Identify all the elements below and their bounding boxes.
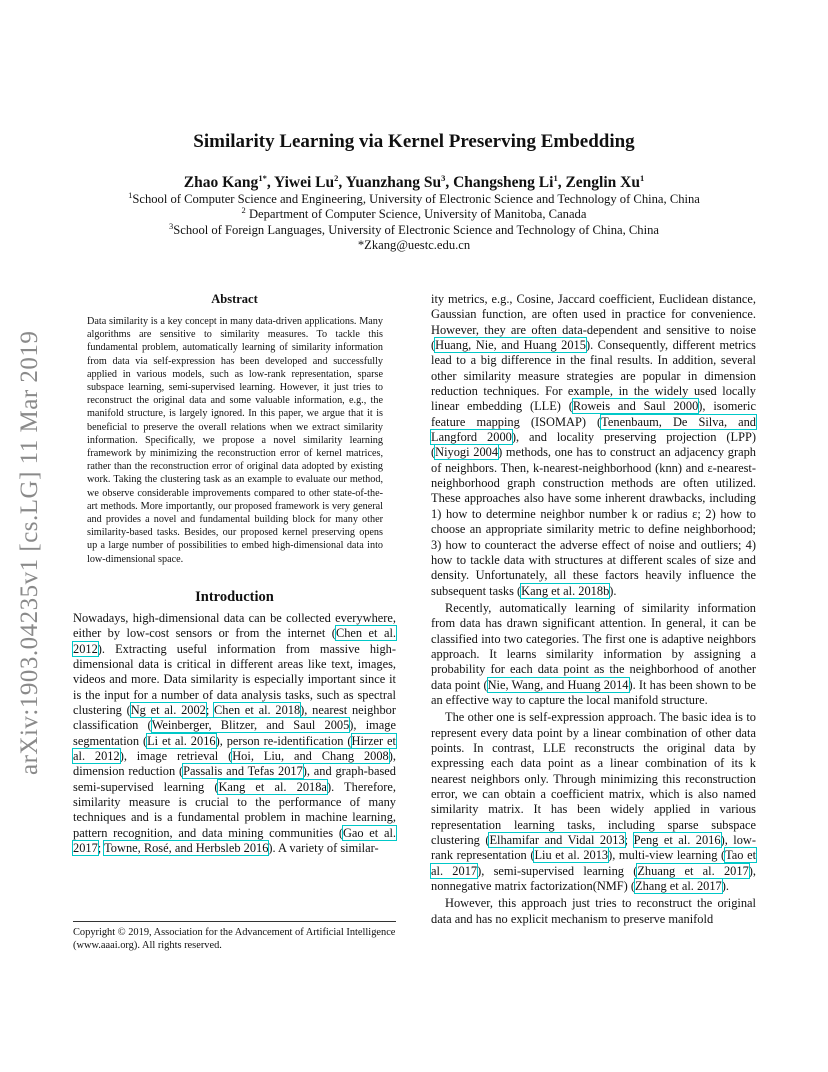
paragraph-text: ; [624, 833, 634, 848]
paragraph-text: ), and locality preserving projection (LPP) ( [431, 430, 756, 460]
citation-link[interactable]: Tenenbaum, De Silva, and Langford 2000 [431, 414, 757, 445]
citation-link[interactable]: Nie, Wang, and Huang 2014 [487, 677, 629, 692]
paragraph-text: ; [205, 702, 215, 717]
citation-link[interactable]: Kang et al. 2018b [521, 583, 610, 598]
right-column [431, 292, 756, 927]
abstract-heading: Abstract [211, 292, 258, 306]
citation-link[interactable]: Zhuang et al. 2017 [637, 863, 749, 878]
citation-link[interactable]: Tao et al. 2017 [431, 848, 757, 878]
citation-link[interactable]: Niyogi 2004 [435, 445, 499, 460]
intro-paragraph-1 [73, 611, 396, 857]
citation-link[interactable]: Chen et al. 2018 [214, 702, 301, 717]
author-list: Zhao Kang$^{1*}$, Yiwei Lu$^2$, Yuanzhang Su$^3$, Changsheng Li$^1$, Zenglin Xu$^1$ [183, 172, 645, 191]
abstract-text: Data similarity is a key concept in many data-driven applications. Many algorithms are sensitive to similarity measures. To tackle this fundamental problem, automatically learning of similarity information from data via self-expression has been developed and successfully applied in various models, such as low-rank representation, sparse subspace learning, semi-supervised learning. However, it just tries to reconstruct the original data and some valuable information, e.g., the manifold structure, is largely ignored. In this paper, we argue that it is beneficial to preserve the overall relations when we extract similarity information. Specifically, we propose a novel similarity learning framework by minimizing the reconstruction error of kernel matrices, rather than the reconstruction error of original data adopted by existing work. Taking the clustering task as an example to evaluate our method, we observe considerable improvements compared to other state-of-the-art methods. More importantly, our proposed framework is very general and provides a novel and fundamental building block for many other similarity-based tasks. Besides, our proposed kernel preserving opens up a large number of possibilities to embed high-dimensional data into low-dimensional space. [87, 316, 383, 565]
paragraph-text: ), multi-view learning ( [608, 848, 726, 863]
paragraph-text: ), semi-supervised learning ( [477, 863, 638, 878]
paragraph-text: ). [721, 879, 729, 894]
paragraph-text: ). A variety of similar- [268, 841, 379, 856]
affiliation-text: Department of Computer Science, University of Manitoba, Canada [245, 207, 587, 222]
paragraph-text: Recently, automatically learning of similarity information from data has drawn significant attention. In general, it can be classified into two categories. The first one is adaptive neighbors approach. It learns similarity information by assigning a probability for each data point as the neighborhood of another data point ( [431, 600, 756, 692]
paper-title: Similarity Learning via Kernel Preserving Embedding [193, 131, 635, 152]
citation-link[interactable]: Li et al. 2016 [147, 733, 216, 748]
paragraph-text: ). It has been shown to be an effective way to capture the local manifold structure. [431, 677, 756, 707]
author-name: Zhao Kang [183, 174, 259, 191]
paragraph-text: ). Therefore, similarity measure is crucial to the performance of many techniques and is a fundamental problem in machine learning, pattern recognition, and data mining communities ( [73, 779, 396, 840]
citation-link[interactable]: Passalis and Tefas 2017 [183, 764, 303, 779]
intro-paragraph-3 [431, 710, 756, 894]
intro-paragraph-4: However, this approach just tries to reconstruct the original data and has no explicit mechanism to preserve manifold [431, 896, 756, 926]
citation-link[interactable]: Hirzer et al. 2012 [73, 733, 396, 763]
author-affiliation-mark: 3 [441, 172, 446, 183]
paragraph-text: ity metrics, e.g., Cosine, Jaccard coefficient, Euclidean distance, Gaussian function, are often used in practice for convenience. However, they are often data-dependent and sensitive to noise ( [431, 292, 756, 353]
affiliation-line [74, 207, 754, 222]
paragraph-text: ), nonnegative matrix factorization(NMF) ( [431, 863, 757, 894]
citation-link[interactable]: Ng et al. 2002 [130, 702, 206, 717]
author-name: Changsheng Li [453, 174, 554, 191]
paragraph-text: ), and graph-based semi-supervised learning ( [73, 764, 396, 794]
copyright-footnote: Copyright © 2019, Association for the Advancement of Artificial Intelligence (www.aaai.org). All rights reserved. [73, 921, 396, 952]
citation-link[interactable]: Gao et al. 2017 [73, 825, 396, 856]
citation-link[interactable]: Roweis and Saul 2000 [572, 399, 699, 414]
arxiv-identifier: arXiv:1903.04235v1 [cs.LG] 11 Mar 2019 [16, 330, 43, 775]
author-name: Yiwei Lu [274, 174, 335, 191]
citation-link[interactable]: Elhamifar and Vidal 2013 [489, 833, 625, 848]
left-column [73, 292, 396, 856]
paragraph-text: ). Consequently, different metrics lead to a big difference in the final results. In addition, several other similarity measure strategies are popular in dimension reduction techniques. For example, in the widely used locally linear embedding (LLE) ( [431, 338, 756, 414]
paragraph-text: ), dimension reduction ( [73, 748, 396, 779]
author-affiliation-mark: 2 [334, 172, 339, 183]
paragraph-text: ) methods, one has to construct an adjacency graph of neighbors. Then, k-nearest-neighborhood (knn) and ε-nearest-neighborhood graph construction methods are often utilized. These approaches also have some inherent drawbacks, including 1) how to determine neighbor number k or radius ε; 2) how to choose an appropriate similarity metric to define neighborhood; 3) how to counteract the adverse effect of noise and outliers; 4) how to tackle data with structures at different scales of size and density. Unfortunately, all these factors heavily influence the subsequent tasks ( [431, 445, 756, 598]
affiliation-mark: 1 [128, 189, 133, 200]
author-name: Yuanzhang Su [345, 174, 442, 191]
affiliation-line [74, 189, 754, 207]
citation-link[interactable]: Chen et al. 2012 [73, 626, 396, 656]
contact-email: *Zkang@uestc.edu.cn [357, 238, 471, 253]
paragraph-text: The other one is self-expression approach. The basic idea is to represent every data point by a linear combination of other data points. In contrast, LLE reconstructs the original data by expressing each data point as a linear combination of its k nearest neighbors only. Through minimizing this reconstruction error, we can obtain a coefficient matrix, which is also named similarity matrix. It has been widely applied in various representation learning tasks, including sparse subspace clustering ( [431, 710, 756, 848]
citation-link[interactable]: Peng et al. 2016 [633, 833, 721, 848]
citation-link[interactable]: Hoi, Liu, and Chang 2008 [232, 748, 389, 763]
author-affiliation-mark: 1* [258, 172, 267, 183]
citation-link[interactable]: Huang, Nie, and Huang 2015 [435, 338, 586, 353]
paragraph-text: ), image retrieval ( [119, 748, 233, 763]
paragraph-text: ), isomeric feature mapping (ISOMAP) ( [431, 399, 756, 429]
citation-link[interactable]: Weinberger, Blitzer, and Saul 2005 [151, 718, 350, 733]
paragraph-text: ), nearest neighbor classification ( [73, 702, 396, 733]
intro-paragraph-1-continued [431, 292, 756, 599]
paragraph-text: ). Extracting useful information from massive high-dimensional data is critical in different areas like text, images, videos and more. Data similarity is especially important since it is the input for a number of data analysis tasks, such as spectral clustering ( [73, 641, 396, 717]
affiliation-text: School of Computer Science and Engineering, University of Electronic Science and Technology of China, China [132, 192, 700, 206]
intro-paragraph-2 [431, 601, 756, 708]
paragraph-text: ; [97, 841, 105, 856]
affiliation-block [74, 189, 754, 254]
affiliation-mark: 3 [169, 220, 174, 231]
citation-link[interactable]: Zhang et al. 2017 [635, 879, 722, 894]
paragraph-text: ), low-rank representation ( [431, 833, 756, 863]
introduction-heading: Introduction [195, 588, 274, 605]
affiliation-line [74, 220, 754, 238]
citation-link[interactable]: Liu et al. 2013 [534, 848, 609, 863]
citation-link[interactable]: Towne, Rosé, and Herbsleb 2016 [104, 841, 269, 856]
paragraph-text: ). [609, 583, 617, 598]
paragraph-text: ), person re-identification ( [215, 733, 352, 748]
affiliation-text: School of Foreign Languages, University of Electronic Science and Technology of China, China [173, 222, 659, 237]
paragraph-text: Nowadays, high-dimensional data can be collected everywhere, either by low-cost sensors or from the internet ( [73, 610, 396, 641]
citation-link[interactable]: Kang et al. 2018a [218, 779, 327, 794]
author-affiliation-mark: 1 [639, 172, 645, 183]
author-name: Zenglin Xu [565, 174, 640, 191]
affiliation-mark: 2 [241, 205, 246, 216]
author-affiliation-mark: 1 [553, 172, 558, 183]
paragraph-text: ), image segmentation ( [73, 718, 396, 748]
